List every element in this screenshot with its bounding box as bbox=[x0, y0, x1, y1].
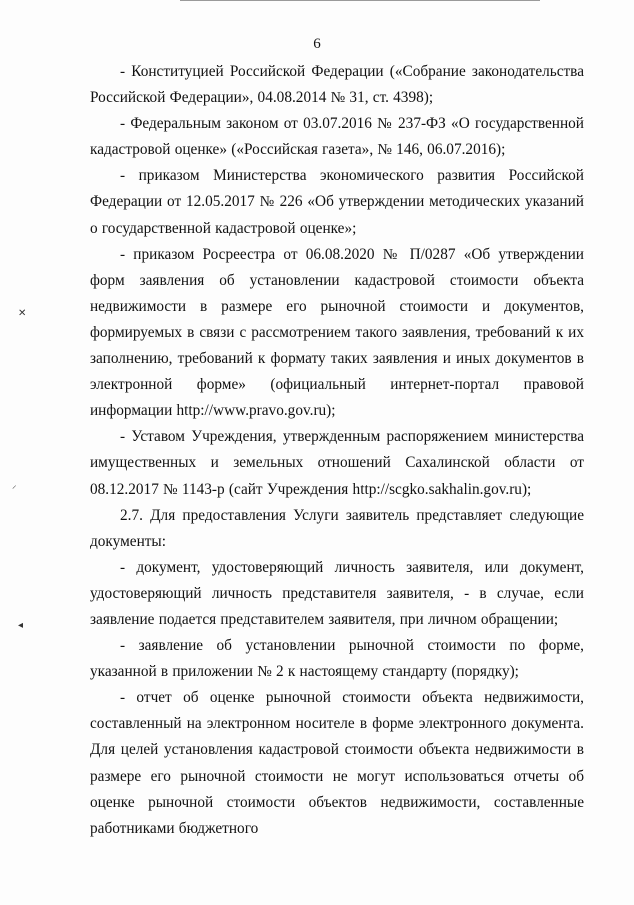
document-body bbox=[90, 59, 584, 842]
paragraph-section-2-7: 2.7. Для предоставления Услуги заявитель представляет следующие документы: bbox=[90, 506, 584, 550]
paragraph-constitution: - Конституцией Российской Федерации («Собрание законодательства Российской Федерации», 04.08.2014 № 31, ст. 4398); bbox=[90, 63, 584, 107]
scan-edge-line bbox=[180, 0, 540, 1]
scan-speck-mark: ⸝ bbox=[12, 480, 17, 490]
scan-speck-mark: ◂ bbox=[18, 620, 24, 631]
paragraph-application: - заявление об установлении рыночной стоимости по форме, указанной в приложении № 2 к настоящему стандарту (порядку); bbox=[90, 637, 584, 681]
paragraph-ministry-order: - приказом Министерства экономического развития Российской Федерации от 12.05.2017 № 226 «Об утверждении методических указаний о государственной кадастровой оценке»; bbox=[90, 167, 584, 237]
page-number: 6 bbox=[313, 36, 321, 52]
paragraph-identity-document: - документ, удостоверяющий личность заявителя, или документ, удостоверяющий личность представителя заявителя, - в случае, если заявление подается представителем заявителя, при личном обращении; bbox=[90, 558, 584, 628]
paragraph-rosreestr-order: - приказом Росреестра от 06.08.2020 № П/0287 «Об утверждении форм заявления об установлении кадастровой стоимости объекта недвижимости в размере его рыночной стоимости и документов, формируемых в связи с рассмотрением такого заявления, требований к их заполнению, требований к формату таких заявления и иных документов в электронной форме» (официальный интернет-портал правовой информации http://www.pravo.gov.ru); bbox=[90, 245, 584, 420]
paragraph-federal-law: - Федеральным законом от 03.07.2016 № 237-ФЗ «О государственной кадастровой оценке» («Российская газета», № 146, 06.07.2016); bbox=[90, 115, 584, 159]
paragraph-charter: - Уставом Учреждения, утвержденным распоряжением министерства имущественных и земельных отношений Сахалинской области от 08.12.2017 № 1143-р (сайт Учреждения http://scgko.sakhalin.gov.ru); bbox=[90, 428, 584, 498]
scan-speck-mark: ✕ bbox=[18, 308, 27, 319]
paragraph-valuation-report: - отчет об оценке рыночной стоимости объекта недвижимости, составленный на электронном носителе в форме электронного документа. Для целей установления кадастровой стоимости объекта недвижимости в размере его рыночной стоимости не могут использоваться отчеты об оценке рыночной стоимости объектов недвижимости, составленные работниками бюджетного bbox=[90, 689, 584, 837]
